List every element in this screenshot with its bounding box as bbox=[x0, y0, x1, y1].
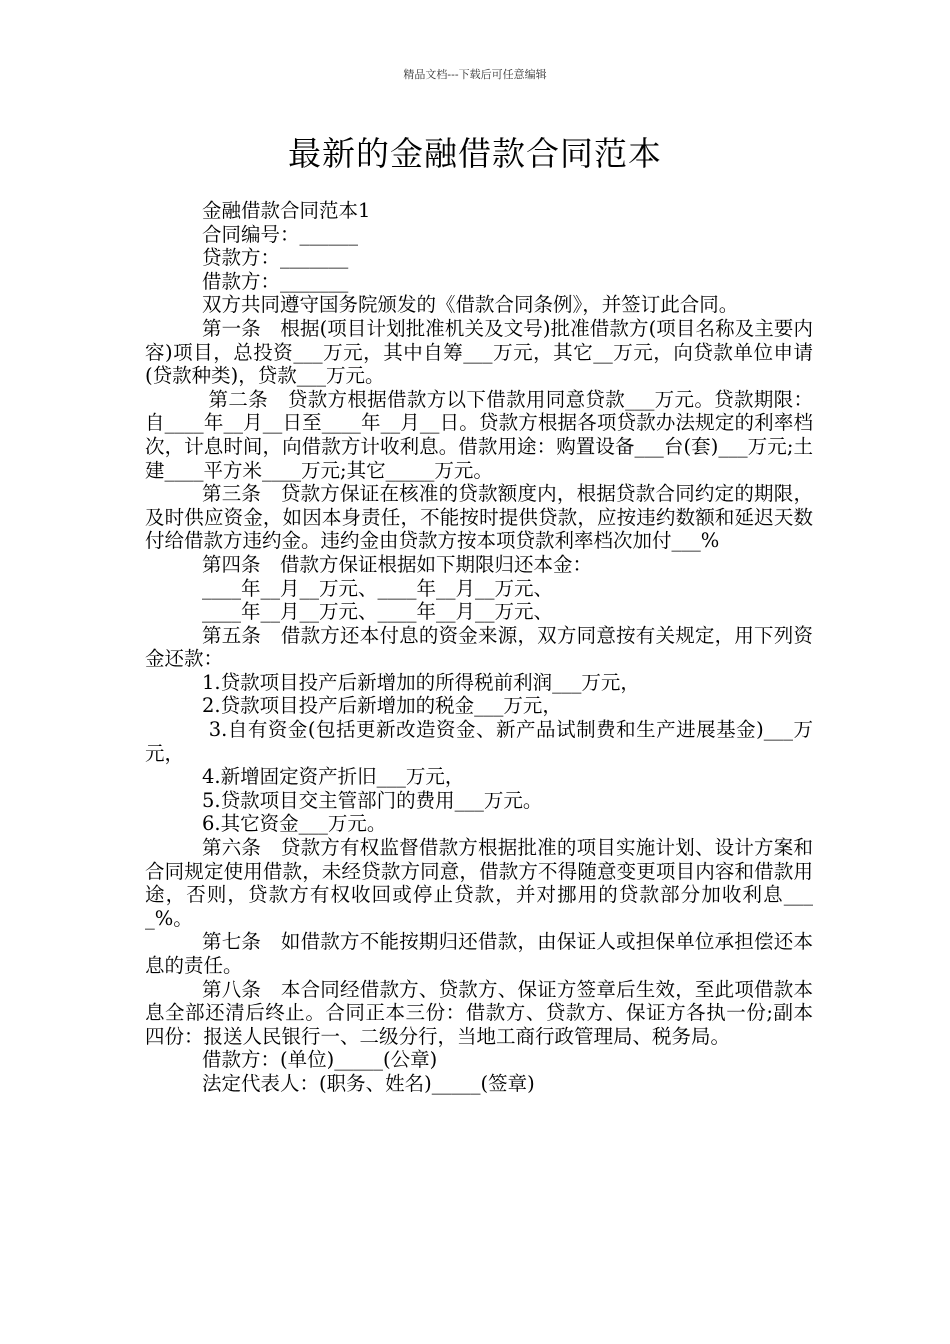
document-title: 最新的金融借款合同范本 bbox=[288, 134, 662, 173]
document-body bbox=[145, 199, 813, 1096]
article-5-item: 6.其它资金___万元。 bbox=[202, 812, 387, 836]
signature-borrower-line: 借款方：(单位)_____(公章) bbox=[202, 1048, 438, 1072]
article-3: 第三条 贷款方保证在核准的贷款额度内，根据贷款合同约定的期限，及时供应资金，如因本身责任，不能按时提供贷款，应按违约数额和延迟天数付给借款方违约金。违约金由贷款方按本项贷款利率档次加付___% bbox=[145, 482, 813, 553]
article-5-item: 5.贷款项目交主管部门的费用___万元。 bbox=[202, 788, 543, 812]
article-4-schedule-line: ____年__月__万元、____年__月__万元、 bbox=[202, 576, 554, 600]
article-5-item: 3.自有资金(包括更新改造资金、新产品试制费和生产进展基金)___万元， bbox=[145, 718, 814, 765]
article-4: 第四条 借款方保证根据如下期限归还本金： bbox=[202, 552, 593, 576]
article-5-item: 4.新增固定资产折旧___万元， bbox=[202, 765, 465, 789]
article-6: 第六条 贷款方有权监督借款方根据批准的项目实施计划、设计方案和合同规定使用借款，未经贷款方同意，借款方不得随意变更项目内容和借款用途，否则，贷款方有权收回或停止贷款，并对挪用的贷款部分加收利息____%。 bbox=[145, 836, 813, 930]
article-8: 第八条 本合同经借款方、贷款方、保证方签章后生效，至此项借款本息全部还清后终止。合同正本三份：借款方、贷款方、保证方各执一份;副本四份：报送人民银行一、二级分行，当地工商行政管理局、税务局。 bbox=[145, 977, 813, 1048]
contract-number-line: 合同编号：______ bbox=[202, 222, 359, 246]
contract-subtitle: 金融借款合同范本1 bbox=[202, 199, 371, 222]
article-1: 第一条 根据(项目计划批准机关及文号)批准借款方(项目名称及主要内容)项目，总投资___万元，其中自筹___万元，其它__万元，向贷款单位申请(贷款种类)，贷款___万元。 bbox=[145, 316, 813, 388]
article-5-item: 2.贷款项目投产后新增加的税金___万元， bbox=[202, 694, 562, 718]
borrower-line: 借款方：_______ bbox=[202, 269, 349, 293]
article-7: 第七条 如借款方不能按期归还借款，由保证人或担保单位承担偿还本息的责任。 bbox=[145, 930, 813, 977]
article-2: 第二条 贷款方根据借款方以下借款用同意贷款___万元。贷款期限：自____年__月__日至____年__月__日。贷款方根据各项贷款办法规定的利率档次，计息时间，向借款方计收利息。借款用途：购置设备___台(套)___万元;土建____平方米____万元;其它_____万元。 bbox=[145, 387, 813, 482]
intro-line: 双方共同遵守国务院颁发的《借款合同条例》，并签订此合同。 bbox=[202, 293, 739, 317]
article-5: 第五条 借款方还本付息的资金来源，双方同意按有关规定，用下列资金还款： bbox=[145, 623, 813, 671]
lender-line: 贷款方：_______ bbox=[202, 246, 349, 270]
signature-representative-line: 法定代表人：(职务、姓名)_____(签章) bbox=[202, 1071, 535, 1095]
article-4-schedule-line: ____年__月__万元、____年__月__万元、 bbox=[202, 600, 554, 624]
page-header-note: 精品文档---下载后可任意编辑 bbox=[403, 68, 547, 81]
article-5-item: 1.贷款项目投产后新增加的所得税前利润___万元， bbox=[202, 670, 640, 694]
